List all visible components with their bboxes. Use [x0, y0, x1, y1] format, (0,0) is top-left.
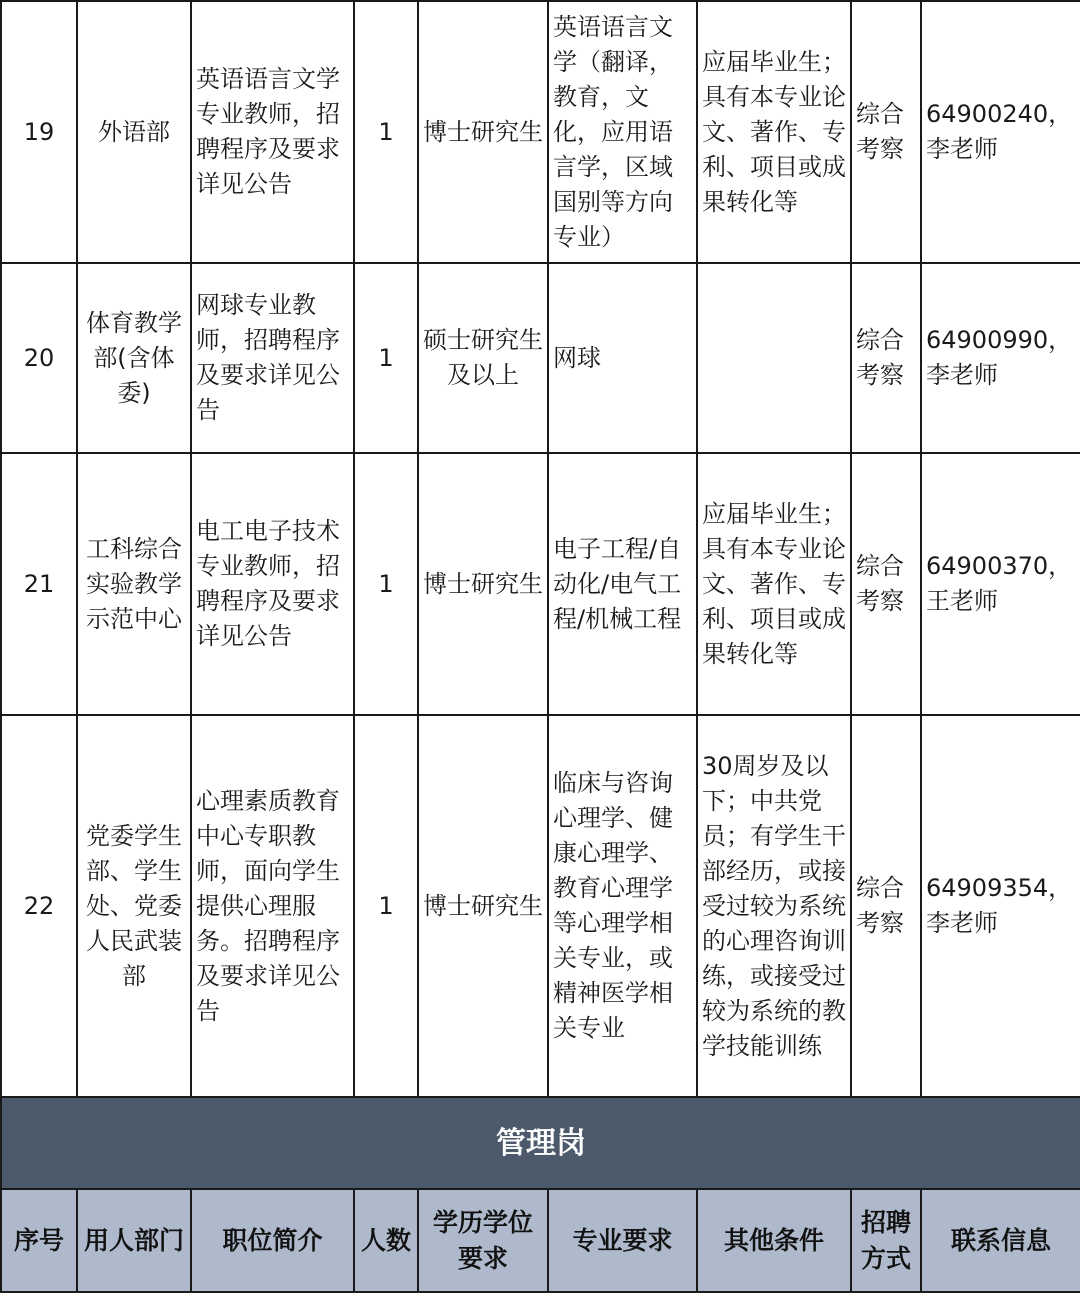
cell-intro: 心理素质教育中心专职教师，面向学生提供心理服务。招聘程序及要求详见公告 [191, 715, 354, 1097]
table-header-row [1, 1189, 1080, 1292]
cell-dept: 体育教学部(含体委) [77, 263, 191, 453]
cell-no: 22 [1, 715, 77, 1097]
cell-contact: 64900240，李老师 [921, 1, 1080, 263]
cell-method: 综合考察 [851, 715, 921, 1097]
cell-count: 1 [354, 453, 418, 715]
cell-no: 20 [1, 263, 77, 453]
table-row [1, 453, 1080, 715]
cell-other: 应届毕业生；具有本专业论文、著作、专利、项目或成果转化等 [697, 453, 851, 715]
table-row [1, 715, 1080, 1097]
cell-dept: 工科综合实验教学示范中心 [77, 453, 191, 715]
header-degree: 学历学位要求 [418, 1189, 548, 1292]
cell-intro: 电工电子技术专业教师，招聘程序及要求详见公告 [191, 453, 354, 715]
table-row [1, 263, 1080, 453]
header-other: 其他条件 [697, 1189, 851, 1292]
table-row [1, 1, 1080, 263]
cell-major: 电子工程/自动化/电气工程/机械工程 [548, 453, 697, 715]
header-intro: 职位简介 [191, 1189, 354, 1292]
header-major: 专业要求 [548, 1189, 697, 1292]
cell-intro: 英语语言文学专业教师，招聘程序及要求详见公告 [191, 1, 354, 263]
cell-contact: 64900990，李老师 [921, 263, 1080, 453]
cell-count: 1 [354, 1, 418, 263]
header-no: 序号 [1, 1189, 77, 1292]
cell-dept: 外语部 [77, 1, 191, 263]
cell-other: 30周岁及以下；中共党员；有学生干部经历，或接受过较为系统的心理咨询训练，或接受过较为系统的教学技能训练 [697, 715, 851, 1097]
cell-major: 英语语言文学（翻译，教育，文化，应用语言学，区域国别等方向专业） [548, 1, 697, 263]
cell-degree: 博士研究生 [418, 1, 548, 263]
cell-degree: 硕士研究生及以上 [418, 263, 548, 453]
cell-dept: 党委学生部、学生处、党委人民武装部 [77, 715, 191, 1097]
cell-major: 网球 [548, 263, 697, 453]
cell-degree: 博士研究生 [418, 453, 548, 715]
cell-other: 应届毕业生；具有本专业论文、著作、专利、项目或成果转化等 [697, 1, 851, 263]
cell-no: 21 [1, 453, 77, 715]
cell-count: 1 [354, 263, 418, 453]
cell-method: 综合考察 [851, 1, 921, 263]
cell-intro: 网球专业教师，招聘程序及要求详见公告 [191, 263, 354, 453]
section-title-row [1, 1097, 1080, 1189]
cell-contact: 64900370，王老师 [921, 453, 1080, 715]
cell-other [697, 263, 851, 453]
cell-no: 19 [1, 1, 77, 263]
cell-degree: 博士研究生 [418, 715, 548, 1097]
cell-count: 1 [354, 715, 418, 1097]
header-contact: 联系信息 [921, 1189, 1080, 1292]
cell-method: 综合考察 [851, 453, 921, 715]
cell-method: 综合考察 [851, 263, 921, 453]
header-method: 招聘方式 [851, 1189, 921, 1292]
cell-contact: 64909354，李老师 [921, 715, 1080, 1097]
cell-major: 临床与咨询心理学、健康心理学、教育心理学等心理学相关专业，或精神医学相关专业 [548, 715, 697, 1097]
header-count: 人数 [354, 1189, 418, 1292]
header-dept: 用人部门 [77, 1189, 191, 1292]
section-title: 管理岗 [1, 1097, 1080, 1189]
